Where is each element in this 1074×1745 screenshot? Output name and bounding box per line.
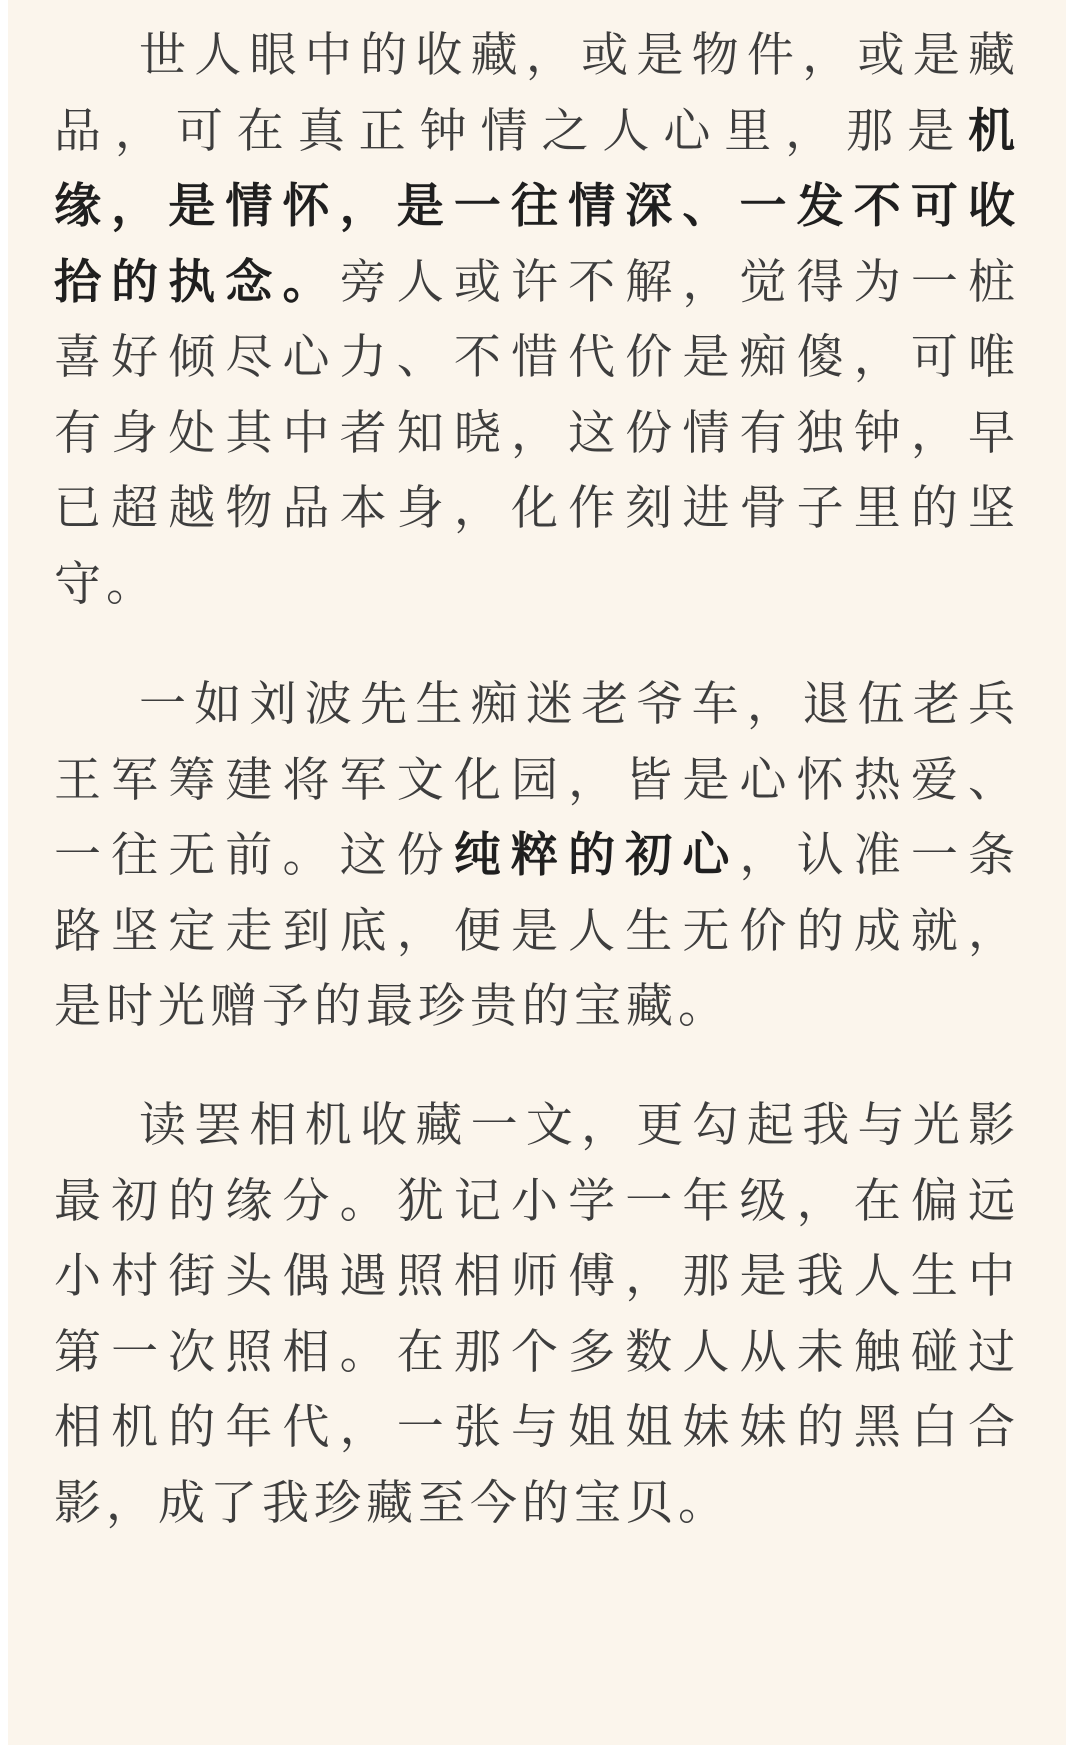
text-segment: 是时光赠予的最珍贵的宝藏。 xyxy=(54,979,730,1034)
text-line xyxy=(54,904,1020,960)
bold-text-segment: 缘，是情怀，是一往情深、一发不可收 xyxy=(54,179,1020,234)
text-segment: ，认准一条 xyxy=(739,828,1020,883)
text-line xyxy=(54,406,1020,462)
text-line xyxy=(54,255,1020,311)
text-line xyxy=(54,1476,1020,1532)
text-line xyxy=(54,330,1020,386)
bold-text-segment: 纯粹的初心 xyxy=(453,828,740,883)
text-line xyxy=(139,677,1020,733)
text-line xyxy=(54,179,1020,235)
text-segment: 品，可在真正钟情之人心里，那是 xyxy=(54,103,968,159)
text-segment: 一往无前。这份 xyxy=(54,828,454,883)
bold-text-segment: 拾的执念。 xyxy=(54,254,340,310)
text-segment: 已超越物品本身，化作刻进骨子里的坚 xyxy=(54,481,1020,536)
article-page xyxy=(8,0,1066,1745)
text-line xyxy=(54,979,1020,1035)
text-segment: 王军筹建将军文化园，皆是心怀热爱、 xyxy=(54,752,1020,808)
text-segment: 小村街头偶遇照相师傅，那是我人生中 xyxy=(54,1249,1020,1304)
text-line xyxy=(54,557,1020,613)
text-line xyxy=(139,1098,1020,1154)
text-segment: 最初的缘分。犹记小学一年级，在偏远 xyxy=(54,1173,1020,1229)
text-segment: 相机的年代，一张与姐姐妹妹的黑白合 xyxy=(54,1400,1020,1455)
text-segment: 喜好倾尽心力、不惜代价是痴傻，可唯 xyxy=(54,330,1020,385)
text-segment: 旁人或许不解，觉得为一桩 xyxy=(339,254,1020,310)
text-line xyxy=(54,1400,1020,1456)
text-line xyxy=(139,28,1020,84)
text-line xyxy=(54,104,1020,160)
text-segment: 守。 xyxy=(54,556,158,612)
text-segment: 世人眼中的收藏，或是物件，或是藏 xyxy=(139,28,1020,83)
bold-text-segment: 机 xyxy=(968,103,1020,159)
text-line xyxy=(54,828,1020,884)
text-line xyxy=(54,1249,1020,1305)
text-line xyxy=(54,1325,1020,1381)
text-segment: 第一次照相。在那个多数人从未触碰过 xyxy=(54,1324,1020,1380)
text-segment: 路坚定走到底，便是人生无价的成就， xyxy=(54,903,1020,959)
text-line xyxy=(54,481,1020,537)
text-segment: 影，成了我珍藏至今的宝贝。 xyxy=(54,1475,730,1531)
text-segment: 一如刘波先生痴迷老爷车，退伍老兵 xyxy=(139,677,1020,732)
text-segment: 读罢相机收藏一文，更勾起我与光影 xyxy=(139,1098,1020,1153)
text-segment: 有身处其中者知晓，这份情有独钟，早 xyxy=(54,405,1020,461)
text-line xyxy=(54,1174,1020,1230)
text-line xyxy=(54,753,1020,809)
